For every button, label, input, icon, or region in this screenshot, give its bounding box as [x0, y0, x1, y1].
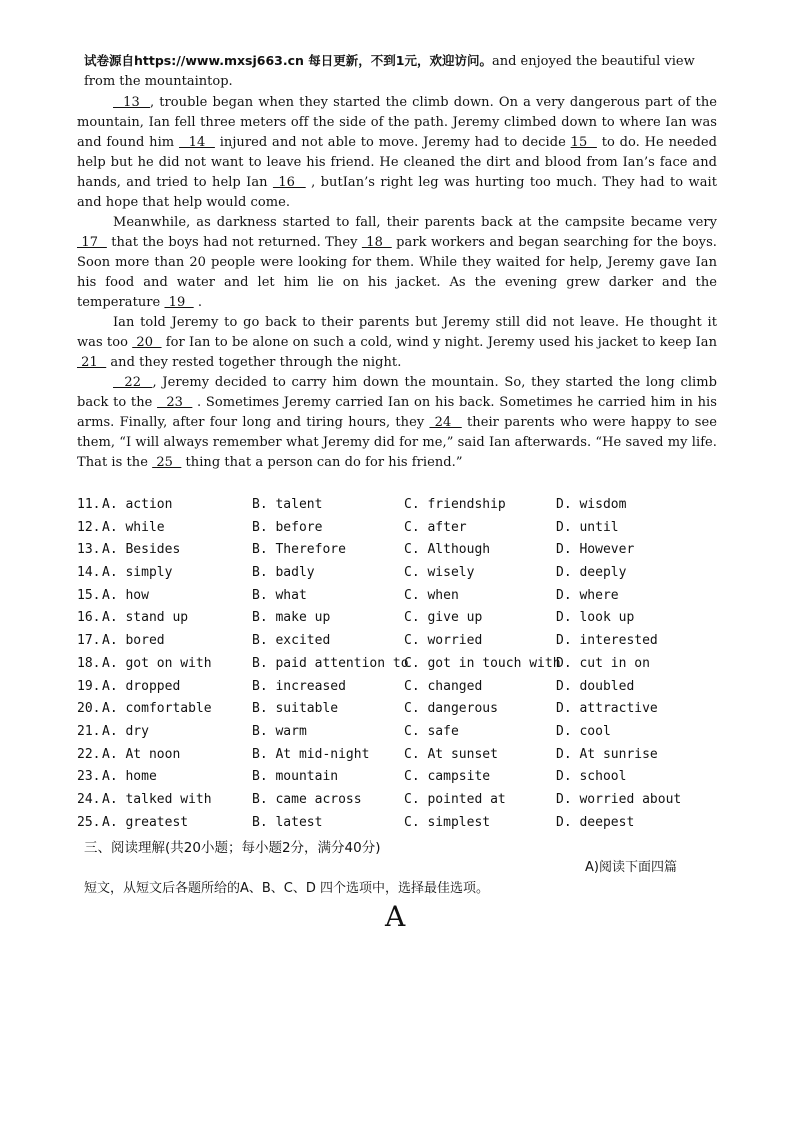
option-a: A. got on with — [102, 655, 212, 671]
question-row — [77, 517, 717, 540]
section-instruction-part2: 短文，从短文后各题所给的A、B、C、D 四个选项中，选择最佳选项。 — [84, 881, 490, 896]
passage-text: park workers and began searching for the boys. Soon more than 20 people were looking for them. While they waited for help, Jeremy gave Ian his food and water and let him lie on his jacket. As the evening grew darker and the temperature — [77, 235, 717, 310]
question-number: 22. — [77, 746, 101, 762]
question-row — [77, 630, 717, 653]
passage-text: their parents who were happy to see them, “I will always remember what Jeremy did for me,” said Ian afterwards. “He saved my life. That is the — [77, 415, 717, 470]
passage-text: that the boys had not returned. They — [106, 235, 362, 250]
question-number: 12. — [77, 519, 101, 535]
passage-text: injured and not able to move. Jeremy had to decide — [214, 135, 571, 150]
cloze-blank: 13 — [113, 95, 150, 110]
option-b: B. before — [252, 519, 323, 535]
cloze-blank: 22 — [113, 375, 153, 390]
option-b: B. came across — [252, 791, 362, 807]
option-b: B. make up — [252, 610, 331, 626]
option-c: C. friendship — [404, 497, 506, 512]
option-c: C. wisely — [404, 565, 475, 581]
cloze-blank: 24 — [429, 415, 462, 430]
passage-text: and they rested together through the night. — [106, 355, 402, 370]
option-d: D. where — [556, 587, 619, 603]
option-d: D. At sunrise — [556, 746, 658, 762]
question-row — [77, 539, 717, 562]
option-b: B. talent — [252, 497, 323, 512]
option-a: A. At noon — [102, 746, 181, 762]
option-b: B. paid attention to — [252, 655, 409, 671]
option-d: D. cut in on — [556, 655, 650, 671]
question-number: 16. — [77, 610, 101, 626]
passage-text: to do. He needed help but he did not want to leave his friend. He cleaned the dirt and blood from Ian’s face and hands, and tried to help Ian — [77, 135, 718, 190]
cloze-blank: 25 — [152, 455, 182, 470]
question-row — [77, 766, 717, 789]
option-a: A. stand up — [102, 610, 189, 626]
option-a: A. dry — [102, 723, 149, 739]
option-c: C. Although — [404, 542, 491, 558]
passage-text: . — [193, 295, 203, 310]
option-d: D. deepest — [556, 814, 635, 830]
option-c: C. At sunset — [404, 746, 498, 762]
option-b: B. excited — [252, 633, 331, 649]
option-c: C. got in touch with — [404, 655, 561, 671]
option-a: A. simply — [102, 565, 173, 581]
option-d: D. doubled — [556, 678, 635, 694]
cloze-blank: 18 — [361, 235, 392, 250]
cloze-blank: 21 — [77, 355, 107, 370]
question-row — [77, 562, 717, 585]
option-b: B. warm — [252, 723, 307, 739]
question-row — [77, 789, 717, 812]
cloze-blank: 16 — [272, 175, 306, 190]
answer-options-list — [77, 494, 717, 834]
question-row — [77, 698, 717, 721]
section-title: 三、阅读理解(共20小题；每小题2分，满分40分) — [84, 840, 381, 856]
passage-text: . Sometimes Jeremy carried Ian on his back. Sometimes he carried him in his arms. Finally, after four long and tiring hours, they — [77, 395, 717, 430]
question-row — [77, 721, 717, 744]
question-number: 11. — [77, 497, 101, 512]
cloze-blank: 23 — [157, 395, 193, 410]
option-a: A. Besides — [102, 542, 181, 558]
question-row — [77, 812, 717, 835]
option-c: C. simplest — [404, 814, 491, 830]
passage-paragraph — [77, 93, 717, 213]
question-number: 13. — [77, 542, 101, 558]
option-d: D. look up — [556, 610, 635, 626]
option-c: C. when — [404, 587, 459, 603]
question-row — [77, 585, 717, 608]
option-c: C. dangerous — [404, 701, 498, 717]
question-number: 17. — [77, 633, 101, 649]
passage-text: Meanwhile, as darkness started to fall, their parents back at the campsite became very — [113, 215, 717, 230]
option-d: D. deeply — [556, 565, 627, 581]
question-row — [77, 494, 717, 517]
passage-text: , butIan’s right leg was hurting too much. They had to wait and hope that help would come. — [77, 175, 717, 210]
option-c: C. campsite — [404, 769, 491, 785]
passage-continuation: and enjoyed the beautiful view from the mountaintop. — [84, 54, 695, 89]
option-b: B. latest — [252, 814, 323, 830]
option-d: D. worried about — [556, 791, 682, 807]
option-d: D. wisdom — [556, 497, 627, 512]
cloze-blank: 14 — [179, 135, 215, 150]
cloze-blank: 19 — [164, 295, 194, 310]
question-row — [77, 744, 717, 767]
question-number: 19. — [77, 678, 101, 694]
question-number: 23. — [77, 769, 101, 785]
option-a: A. talked with — [102, 791, 212, 807]
option-c: C. changed — [404, 678, 483, 694]
option-b: B. what — [252, 587, 307, 603]
passage-paragraph — [77, 213, 717, 313]
option-b: B. badly — [252, 565, 315, 581]
option-a: A. while — [102, 519, 165, 535]
question-row — [77, 676, 717, 699]
question-row — [77, 653, 717, 676]
option-b: B. suitable — [252, 701, 339, 717]
question-number: 24. — [77, 791, 101, 807]
passage-paragraph — [77, 313, 717, 373]
option-d: D. attractive — [556, 701, 658, 717]
option-a: A. greatest — [102, 814, 189, 830]
option-a: A. action — [102, 497, 173, 512]
option-c: C. after — [404, 519, 467, 535]
cloze-blank: 17 — [77, 235, 107, 250]
option-a: A. bored — [102, 633, 165, 649]
option-b: B. mountain — [252, 769, 339, 785]
option-b: B. increased — [252, 678, 346, 694]
passage-text: for Ian to be alone on such a cold, wind y night. Jeremy used his jacket to keep Ian — [161, 335, 717, 350]
option-d: D. However — [556, 542, 635, 558]
option-a: A. how — [102, 587, 149, 603]
question-number: 15. — [77, 587, 101, 603]
passage-paragraph — [77, 373, 717, 473]
cloze-passage — [77, 93, 717, 473]
option-d: D. cool — [556, 723, 611, 739]
option-c: C. safe — [404, 723, 459, 739]
option-d: D. interested — [556, 633, 658, 649]
source-watermark-text: 试卷源自https://www.mxsj663.cn 每日更新，不到1元，欢迎访问。 — [84, 53, 492, 68]
question-number: 21. — [77, 723, 101, 739]
page-header-line — [84, 51, 714, 92]
cloze-blank: 20 — [132, 335, 162, 350]
cloze-blank: 15 — [570, 135, 597, 150]
question-number: 14. — [77, 565, 101, 581]
question-number: 20. — [77, 701, 101, 717]
passage-letter-heading: A — [385, 900, 406, 933]
option-a: A. home — [102, 769, 157, 785]
option-b: B. Therefore — [252, 542, 346, 558]
option-c: C. give up — [404, 610, 483, 626]
option-c: C. pointed at — [404, 791, 506, 807]
option-b: B. At mid-night — [252, 746, 370, 762]
question-row — [77, 607, 717, 630]
option-a: A. comfortable — [102, 701, 212, 717]
option-c: C. worried — [404, 633, 483, 649]
passage-text: , trouble began when they started the climb down. On a very dangerous part of the mountain, Ian fell three meters off the side of the path. Jeremy climbed down to where Ian was and found him — [77, 95, 717, 150]
question-number: 18. — [77, 655, 101, 671]
option-d: D. until — [556, 519, 619, 535]
passage-text: Ian told Jeremy to go back to their parents but Jeremy still did not leave. He thought it was too — [77, 315, 717, 350]
question-number: 25. — [77, 814, 101, 830]
section-instruction-part1: A)阅读下面四篇 — [585, 860, 677, 875]
passage-text: , Jeremy decided to carry him down the mountain. So, they started the long climb back to the — [77, 375, 717, 410]
option-d: D. school — [556, 769, 627, 785]
option-a: A. dropped — [102, 678, 181, 694]
passage-text: thing that a person can do for his friend.” — [181, 455, 463, 470]
